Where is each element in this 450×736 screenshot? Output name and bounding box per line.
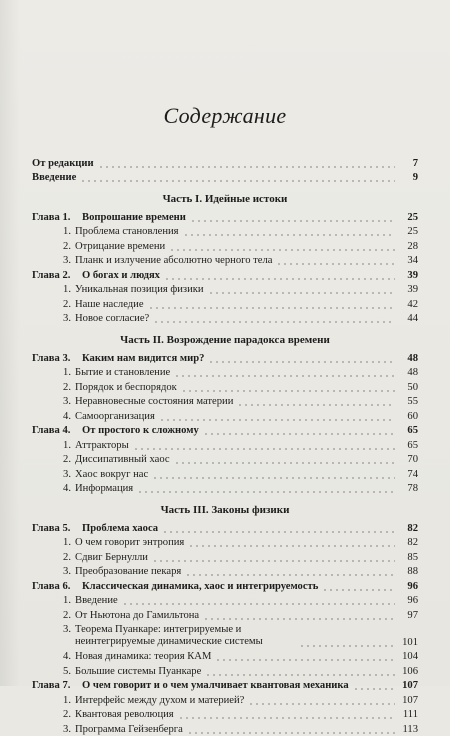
section-entry: 1. Введение 96 (63, 595, 418, 606)
leader-dots (190, 212, 395, 222)
section-entry: 1. О чем говорит энтропия 82 (63, 537, 418, 548)
section-entry-multiline: 3. Теорема Пуанкаре: интегрируемые и неинтегрируемые динамические системы 101 (63, 623, 418, 648)
part-heading: Часть II. Возрождение парадокса времени (120, 334, 330, 346)
chapter-entry: Глава 4. От простого к сложному 65 (32, 425, 418, 436)
section-entry: 3. Преобразование пекаря 88 (63, 566, 418, 577)
section-entry: 1. Аттракторы 65 (63, 439, 418, 451)
page-title: Содержание (163, 103, 287, 128)
section-entry: 4. Новая динамика: теория КАМ 104 (63, 651, 418, 662)
toc-front-entry: От редакции 7 (32, 157, 418, 169)
section-entry: 2. Наше наследие 42 (63, 298, 418, 310)
section-entry: 1. Интерфейс между духом и материей? 107 (63, 694, 418, 706)
section-entry: 5. Большие системы Пуанкаре 106 (63, 665, 418, 677)
chapter-entry: Глава 5. Проблема хаоса 82 (32, 522, 418, 534)
section-entry: 2. Диссипативный хаос 70 (63, 454, 418, 465)
section-entry: 1. Проблема становления 25 (63, 226, 418, 237)
section-entry: 1. Уникальная позиция физики 39 (63, 284, 418, 295)
part-heading: Часть III. Законы физики (160, 504, 290, 516)
leader-dots (98, 158, 395, 168)
section-entry: 3. Новое согласие? 44 (63, 313, 418, 324)
section-entry: 3. Программа Гейзенберга 113 (63, 723, 418, 735)
chapter-entry: Глава 3. Каким нам видится мир? 48 (32, 352, 418, 364)
section-entry: 3. Планк и излучение абсолютно черного тела 34 (63, 255, 418, 266)
section-entry: 2. Квантовая революция 111 (63, 709, 418, 720)
section-entry: 2. Порядок и беспорядок 50 (63, 381, 418, 393)
chapter-entry: Глава 7. О чем говорит и о чем умалчивает квантовая механика 107 (32, 680, 418, 691)
section-entry: 4. Информация 78 (63, 483, 418, 494)
part-heading: Часть I. Идейные истоки (162, 193, 288, 205)
table-of-contents (32, 155, 418, 736)
section-entry: 2. От Ньютона до Гамильтона 97 (63, 609, 418, 621)
chapter-entry: Глава 2. О богах и людях 39 (32, 269, 418, 281)
section-entry: 1. Бытие и становление 48 (63, 367, 418, 378)
chapter-entry: Глава 6. Классическая динамика, хаос и интегрируемость 96 (32, 580, 418, 592)
section-entry: 3. Неравновесные состояния материи 55 (63, 396, 418, 407)
chapter-entry: Глава 1. Вопрошание времени 25 (32, 211, 418, 223)
section-entry: 4. Самоорганизация 60 (63, 410, 418, 422)
leader-dots (80, 172, 395, 182)
section-entry: 2. Сдвиг Бернулли 85 (63, 551, 418, 563)
section-entry: 3. Хаос вокруг нас 74 (63, 468, 418, 480)
toc-front-entry: Введение 9 (32, 172, 418, 183)
section-entry: 2. Отрицание времени 28 (63, 240, 418, 252)
